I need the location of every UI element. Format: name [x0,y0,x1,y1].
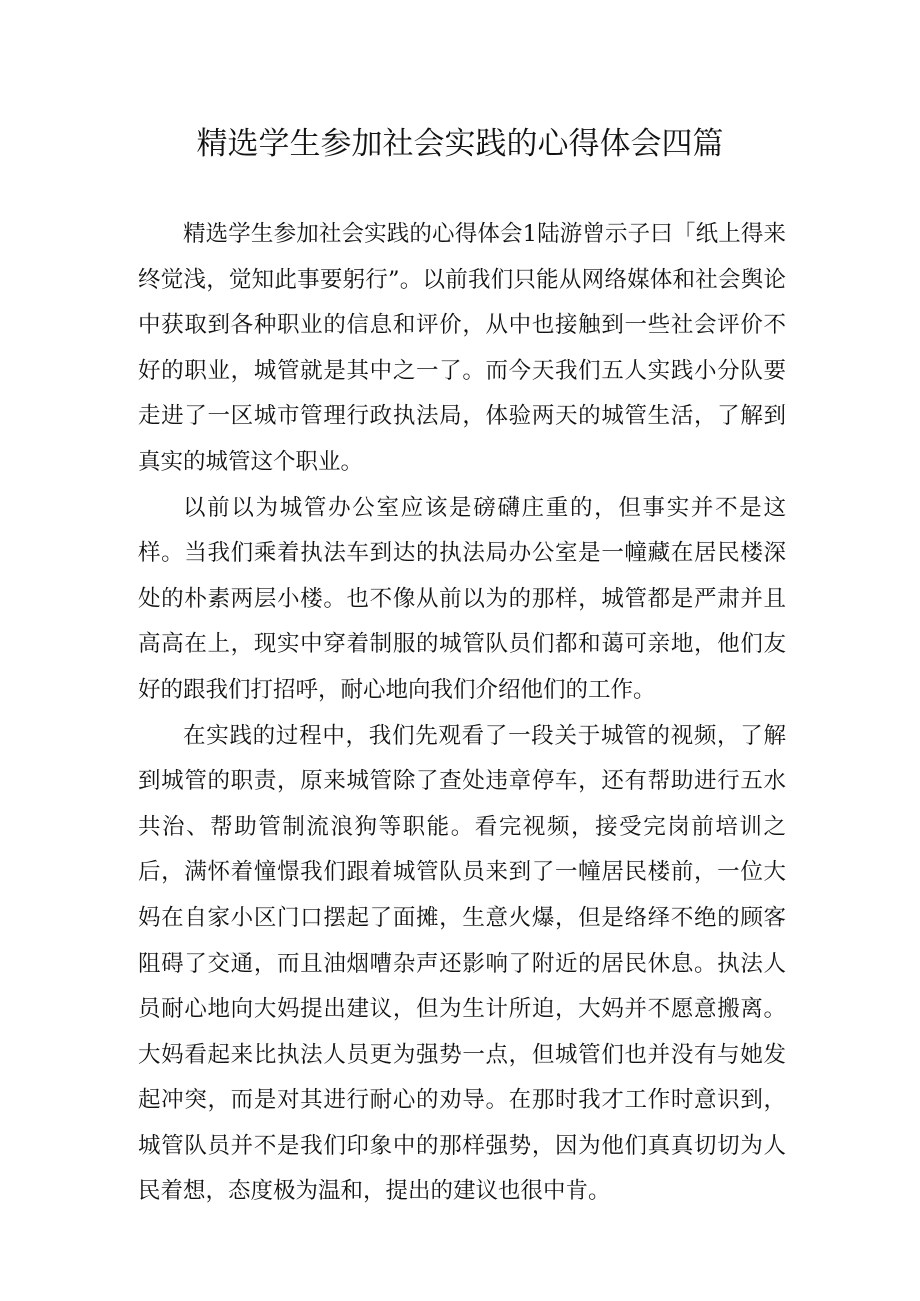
document-title: 精选学生参加社会实践的心得体会四篇 [196,126,724,162]
paragraph-1: 精选学生参加社会实践的心得体会1陆游曾示子曰「纸上得来终觉浅，觉知此事要躬行”。以前我们只能从网络媒体和社会舆论中获取到各种职业的信息和评价，从中也接触到一些社会评价不好的职业，城管就是其中之一了。而今天我们五人实践小分队要走进了一区城市管理行政执法局，体验两天的城管生活，了解到真实的城管这个职业。 [138,221,786,475]
document-body [138,212,786,1215]
paragraph-3: 在实践的过程中，我们先观看了一段关于城管的视频，了解到城管的职责，原来城管除了查处违章停车，还有帮助进行五水共治、帮助管制流浪狗等职能。看完视频，接受完岗前培训之后，满怀着憧憬我们跟着城管队员来到了一幢居民楼前，一位大妈在自家小区门口摆起了面摊，生意火爆，但是络绎不绝的顾客阻碍了交通，而且油烟嘈杂声还影响了附近的居民休息。执法人员耐心地向大妈提出建议，但为生计所迫，大妈并不愿意搬离。大妈看起来比执法人员更为强势一点，但城管们也并没有与她发起冲突，而是对其进行耐心的劝导。在那时我才工作时意识到，城管队员并不是我们印象中的那样强势，因为他们真真切切为人民着想，态度极为温和，提出的建议也很中肯。 [138,722,786,1205]
paragraph-2: 以前以为城管办公室应该是磅礴庄重的，但事实并不是这样。当我们乘着执法车到达的执法局办公室是一幢藏在居民楼深处的朴素两层小楼。也不像从前以为的那样，城管都是严肃并且高高在上，现实中穿着制服的城管队员们都和蔼可亲地，他们友好的跟我们打招呼，耐心地向我们介绍他们的工作。 [138,494,786,703]
